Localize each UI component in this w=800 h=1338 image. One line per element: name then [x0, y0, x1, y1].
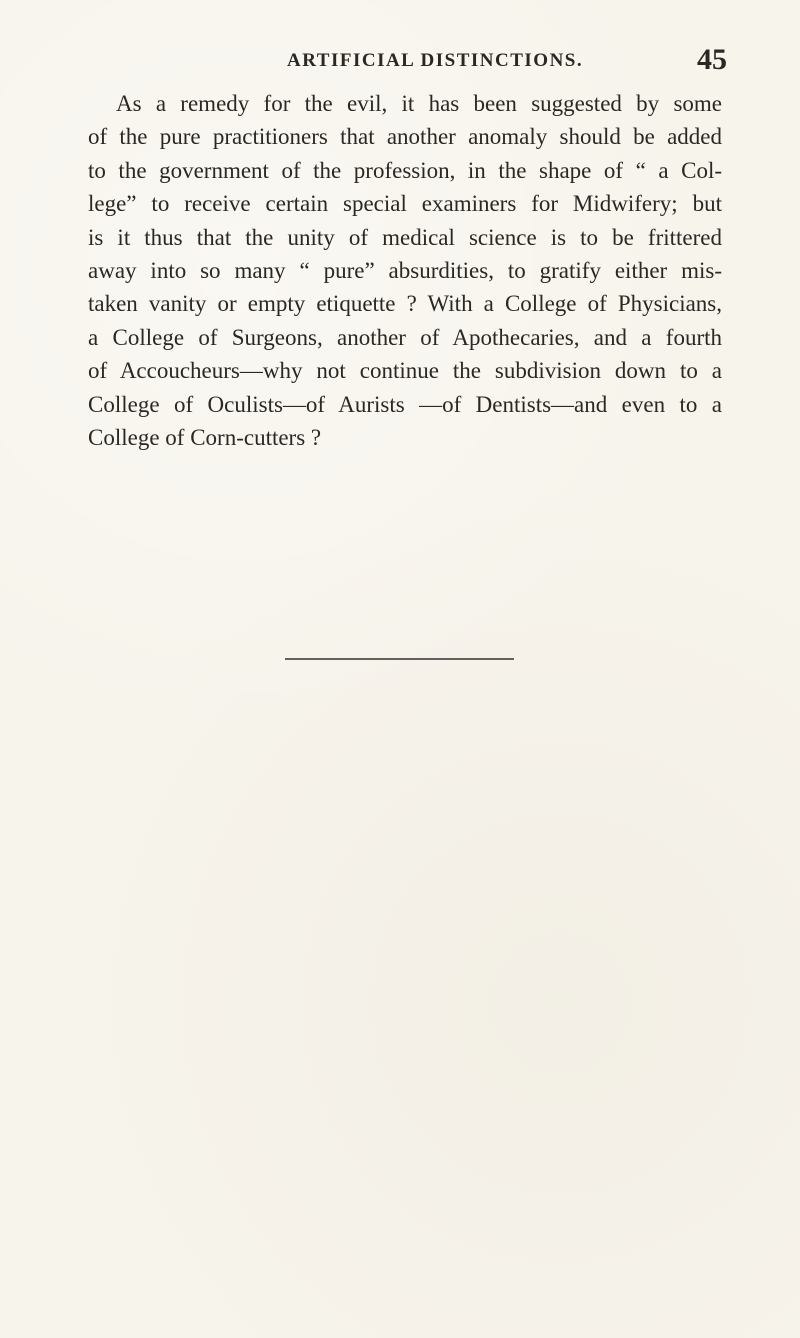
paragraph-line: lege” to receive certain special examiners for Midwifery; but — [88, 191, 722, 217]
page-number: 45 — [697, 43, 727, 76]
page-header-title: ARTIFICIAL DISTINCTIONS. — [287, 50, 584, 71]
paragraph-line: of Accoucheurs—why not continue the subdivision down to a — [88, 358, 722, 384]
paragraph-line: away into so many “ pure” absurdities, to gratify either mis- — [88, 257, 722, 283]
main-paragraph — [88, 87, 722, 454]
paragraph-line: of the pure practitioners that another anomaly should be added — [88, 124, 722, 150]
paragraph-line: College of Oculists—of Aurists —of Dentists—and even to a — [88, 391, 722, 417]
paragraph-line: to the government of the profession, in the shape of “ a Col- — [88, 157, 722, 183]
paragraph-line: College of Corn-cutters ? — [88, 424, 322, 450]
running-head — [0, 44, 800, 74]
paragraph-line: is it thus that the unity of medical science is to be frittered — [88, 224, 722, 250]
paragraph-line: taken vanity or empty etiquette ? With a College of Physicians, — [88, 291, 722, 317]
section-divider-rule — [285, 658, 514, 660]
paragraph-line: As a remedy for the evil, it has been suggested by some — [116, 91, 722, 116]
paragraph-line: a College of Surgeons, another of Apothecaries, and a fourth — [88, 324, 722, 350]
